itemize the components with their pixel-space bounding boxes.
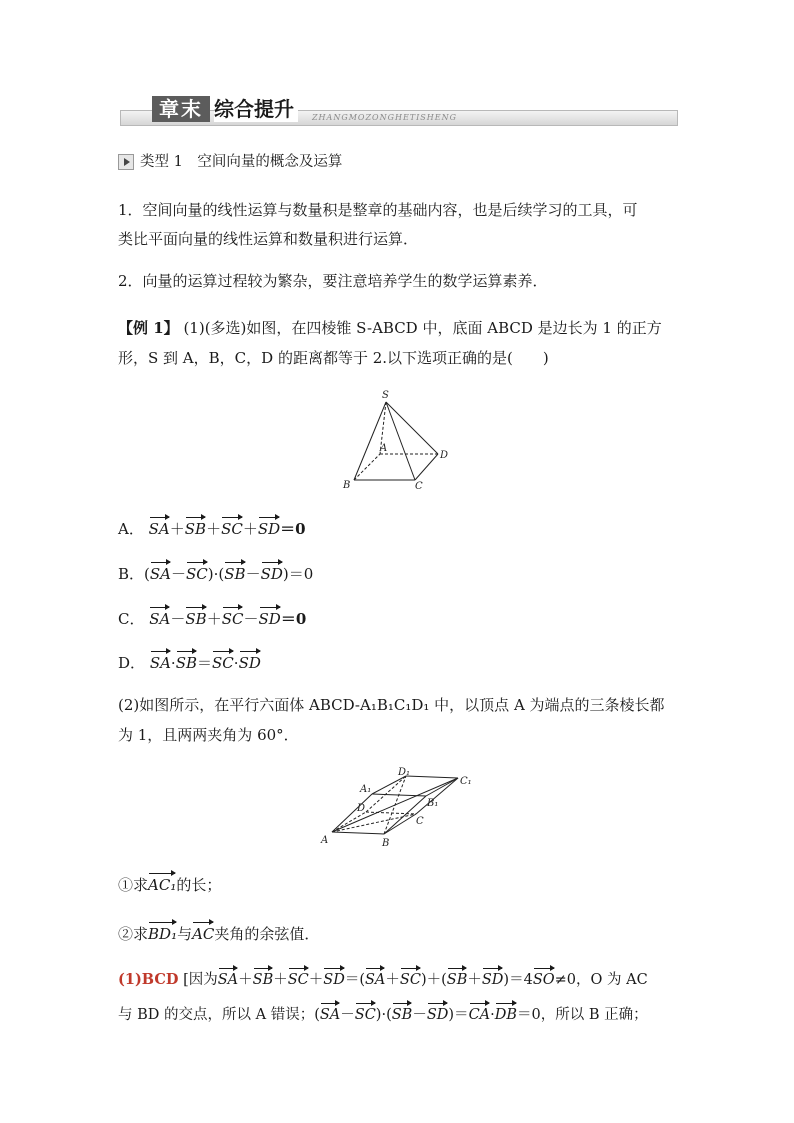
chapter-end-badge: 章末 [152, 96, 210, 122]
vector-sd: SD [258, 514, 280, 540]
vector-sb: SB [185, 514, 206, 540]
parallelepiped-figure [318, 766, 478, 850]
label-b: B [343, 480, 351, 491]
vector-ac1: AC₁ [148, 870, 176, 896]
label-b1: B₁ [427, 798, 439, 809]
vector-ac: AC [192, 919, 214, 945]
label-s: S [382, 390, 389, 401]
label-c: C [415, 481, 423, 492]
label-c1: C₁ [460, 776, 472, 787]
edge-aa1 [332, 794, 372, 832]
page-title: 综合提升 [214, 96, 298, 122]
paragraph-1-line-2: 类比平面向量的线性运算和数量积进行运算． [118, 230, 419, 248]
example-part2-line2: 为 1，且两两夹角为 60°． [118, 726, 299, 744]
section-heading [118, 152, 342, 172]
option-b: B．(SA－SC)·(SB－SD)＝0 [118, 559, 313, 585]
example-part1-line2: 形，S 到 A，B，C，D 的距离都等于 2.以下选项正确的是( ) [118, 349, 549, 367]
edge-sc [386, 402, 415, 480]
question-1: ①求AC₁的长； [118, 870, 221, 896]
edge-ab [332, 832, 384, 834]
edge-b1c1 [426, 778, 458, 796]
label-a: A [321, 835, 329, 846]
label-d: D [440, 450, 449, 461]
example-part2-line1: (2)如图所示，在平行六面体 ABCD-A₁B₁C₁D₁ 中，以顶点 A 为端点的三条棱长都 [118, 696, 665, 714]
example-part1-line1: (1)(多选)如图，在四棱锥 S-ABCD 中，底面 ABCD 是边长为 1 的正方 [183, 319, 662, 337]
solution-line-1: (1)BCD [因为SA＋SB＋SC＋SD＝(SA＋SC)＋(SB＋SD)＝4SO≠0，O 为 AC [118, 965, 678, 991]
vector-bd1: BD₁ [148, 919, 177, 945]
label-b: B [382, 838, 390, 849]
vector-sa: SA [149, 514, 170, 540]
label-d: D [357, 803, 366, 814]
answer-label: (1)BCD [118, 971, 179, 988]
section-label: 类型 1 空间向量的概念及运算 [140, 154, 343, 170]
banner-pinyin: ZHANGMOZONGHETISHENG [312, 113, 457, 122]
option-c: C． SA－SB＋SC－SD＝0 [118, 604, 306, 630]
edge-ad [332, 812, 366, 832]
example-tag: 【例 1】 [118, 319, 179, 337]
option-a: A． SA＋SB＋SC＋SD＝0 [118, 514, 306, 540]
label-d1: D₁ [398, 767, 411, 778]
edge-sb [354, 402, 386, 480]
edge-ba [354, 454, 380, 480]
label-a: A [380, 443, 388, 454]
edge-bc [384, 814, 416, 834]
edge-sd [386, 402, 438, 454]
paragraph-2: 2．向量的运算过程较为繁杂，要注意培养学生的数学运算素养． [118, 272, 548, 290]
play-triangle-icon [118, 154, 134, 170]
option-d: D． SA·SB＝SC·SD [118, 648, 261, 674]
question-2: ②求BD₁与AC夹角的余弦值． [118, 919, 319, 945]
example-1-line-1 [118, 313, 678, 343]
label-c: C [416, 816, 424, 827]
label-a1: A₁ [360, 784, 372, 795]
edge-bb1 [384, 796, 426, 834]
solution-line-2: 与 BD 的交点，所以 A 错误；(SA－SC)·(SB－SD)＝CA·DB＝0，所以 B 正确； [118, 1000, 688, 1026]
edge-cd [415, 454, 438, 480]
paragraph-1-line-1: 1．空间向量的线性运算与数量积是整章的基础内容，也是后续学习的工具，可 [118, 201, 638, 219]
pyramid-figure [340, 388, 455, 493]
edge-d1c1 [406, 776, 458, 778]
vector-sc: SC [221, 514, 243, 540]
diag-bd1 [384, 776, 406, 834]
